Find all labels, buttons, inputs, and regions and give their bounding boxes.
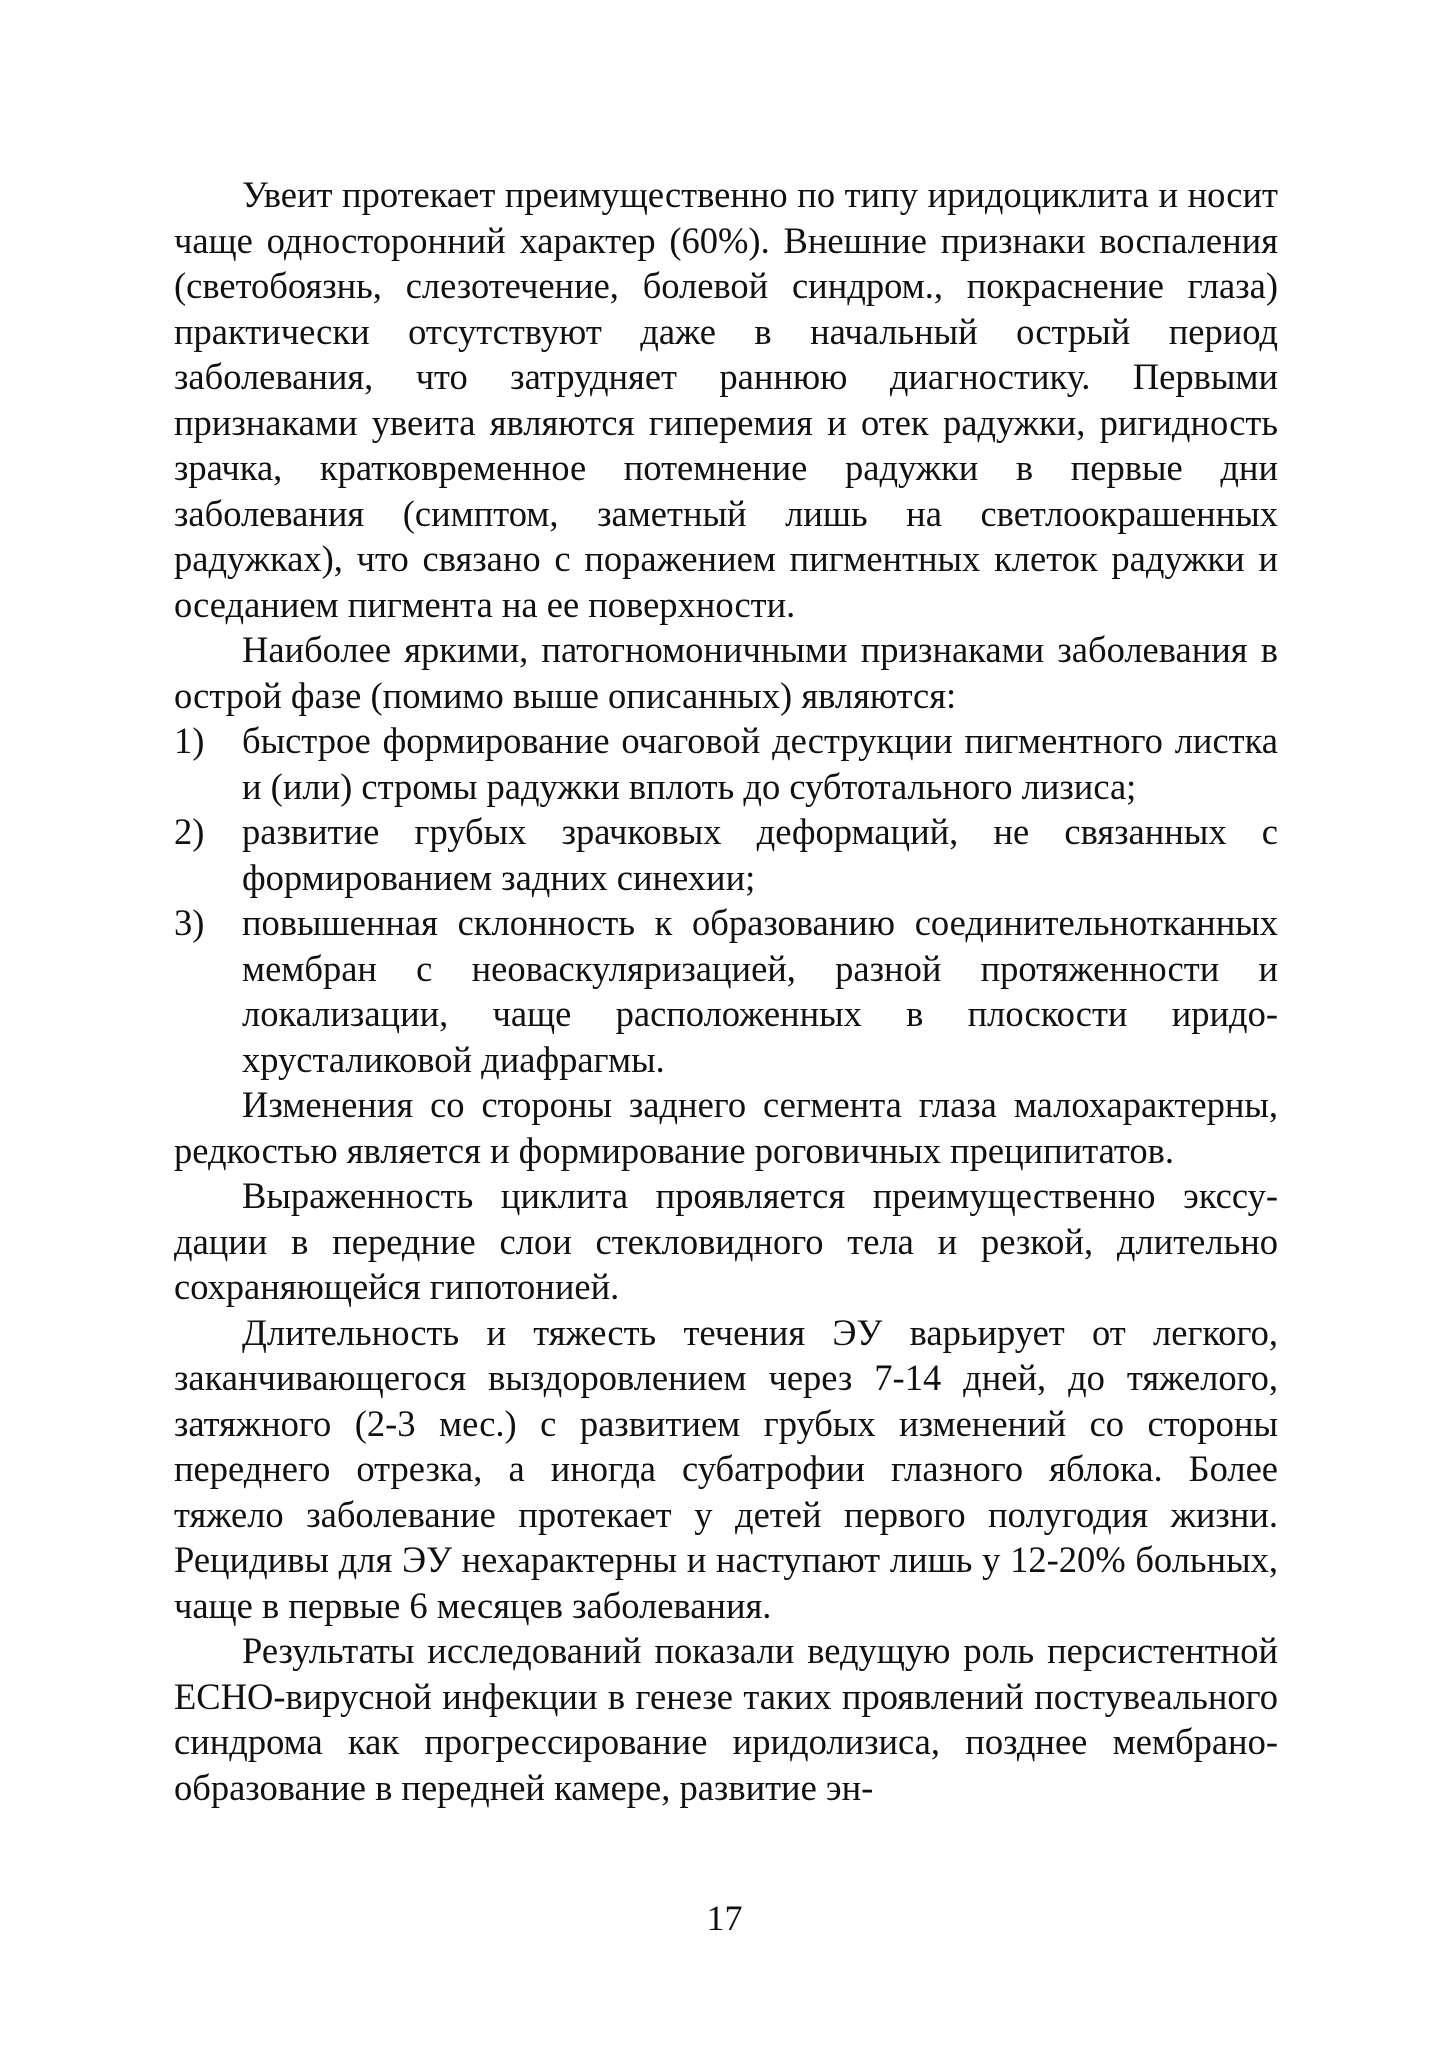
signs-list: [174, 718, 1278, 1082]
list-item-number: 2): [174, 811, 205, 852]
paragraph-research-results: Результаты исследований показали ведущую роль персистентной ЕСНО-вирусной инфекции в генезе таких проявлений постувеального синдрома как прогрессирование иридолизиса, позднее мембрано-образование в передней камере, развитие эн-: [174, 1630, 1278, 1808]
paragraph-posterior-segment: Изменения со стороны заднего сегмента глаза малохарактерны, редкостью является и формирование роговичных преципитатов.: [174, 1084, 1278, 1171]
list-item: [174, 900, 1278, 1082]
paragraph-uveitis-course: Увеит протекает преимущественно по типу иридоциклита и носит чаще односторонний характер (60%). Внешние признаки воспаления (светобоязнь, слезотечение, болевой синдром., покраснение глаза) практически отсутствуют даже в начальный острый период заболевания, что затрудняет раннюю диагностику. Первыми признаками увеита являются гиперемия и отек радужки, ригидность зрачка, кратковременное потемнение радужки в первые дни заболевания (симптом, заметный лишь на светлоокрашенных радужках), что связано с поражением пигментных клеток радужки и оседанием пигмента на ее поверхности.: [174, 174, 1278, 625]
list-item-text: развитие грубых зрачковых деформаций, не связанных с формированием задних синехии;: [242, 811, 1278, 898]
list-item: [174, 809, 1278, 900]
list-item-number: 3): [174, 902, 205, 943]
list-item-text: быстрое формирование очаговой деструкции пигментного листка и (или) стромы радужки вплоть до субтотального лизиса;: [242, 720, 1278, 807]
list-item: [174, 718, 1278, 809]
paragraph-acute-phase-signs-intro: Наиболее яркими, патогномоничными признаками заболевания в острой фазе (помимо выше описанных) являются:: [174, 629, 1278, 716]
body-text: [174, 172, 1278, 1810]
paragraph-cyclitis: Выраженность циклита проявляется преимущественно экссудации в передние слои стекловидного тела и резкой, длительно сохраняющейся гипотонией.: [174, 1175, 1278, 1307]
paragraph-duration-severity: Длительность и тяжесть течения ЭУ варьирует от легкого, заканчивающегося выздоровлением через 7-14 дней, до тяжелого, затяжного (2-3 мес.) с развитием грубых изменений со стороны переднего отрезка, а иногда субатрофии глазного яблока. Более тяжело заболевание протекает у детей первого полугодия жизни. Рецидивы для ЭУ нехарактерны и наступают лишь у 12-20% больных, чаще в первые 6 месяцев заболевания.: [174, 1311, 1278, 1626]
list-item-text: повышенная склонность к образованию соединительнотканных мембран с неоваскуляризацией, разной протяженности и локализации, чаще расположенных в плоскости иридохрусталиковой диафрагмы.: [242, 902, 1278, 1080]
list-item-number: 1): [174, 720, 205, 761]
page-number: 17: [706, 1898, 743, 1938]
